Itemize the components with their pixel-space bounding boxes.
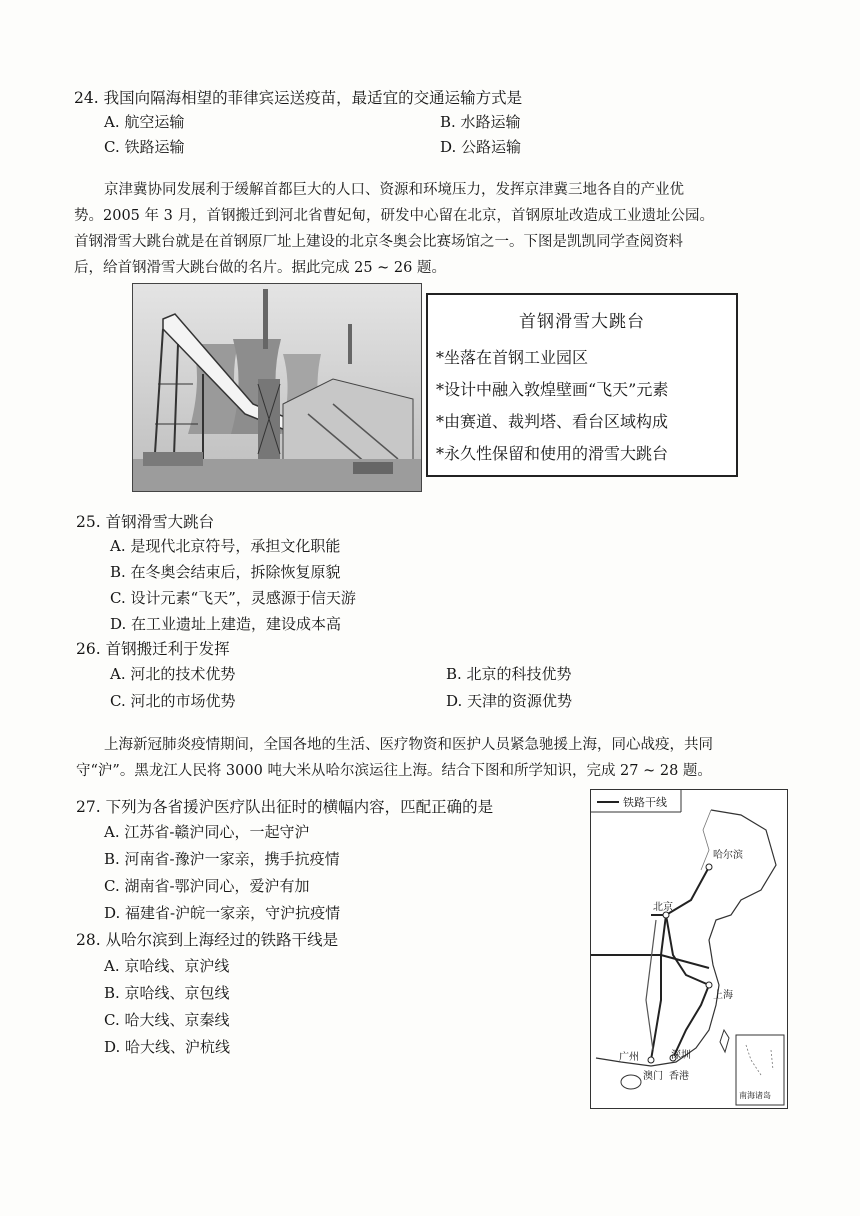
q27-stem: 27. 下列为各省援沪医疗队出征时的横幅内容，匹配正确的是 bbox=[76, 798, 494, 816]
q27-option-c: C. 湖南省-鄂沪同心，爱沪有加 bbox=[104, 877, 310, 895]
q26-option-d: D. 天津的资源优势 bbox=[446, 692, 573, 710]
map-city-shenzhen: 深圳 bbox=[671, 1050, 691, 1061]
q24-option-b: B. 水路运输 bbox=[440, 113, 521, 131]
q27-option-a: A. 江苏省-赣沪同心，一起守沪 bbox=[104, 823, 310, 841]
passage2-line-1: 上海新冠肺炎疫情期间，全国各地的生活、医疗物资和医护人员紧急驰援上海，同心战疫，共同 bbox=[104, 737, 713, 753]
card-item-2: *设计中融入敦煌壁画“飞天”元素 bbox=[436, 380, 669, 399]
q28-option-b: B. 京哈线、京包线 bbox=[104, 984, 230, 1002]
map-legend-railway: 铁路干线 bbox=[623, 796, 667, 809]
q28-option-c: C. 哈大线、京秦线 bbox=[104, 1011, 230, 1029]
map-city-beijing: 北京 bbox=[653, 902, 673, 913]
q27-option-d: D. 福建省-沪皖一家亲，守沪抗疫情 bbox=[104, 904, 341, 922]
card-item-3: *由赛道、裁判塔、看台区域构成 bbox=[436, 412, 669, 431]
ski-jump-photo bbox=[132, 283, 422, 492]
passage1-line-4: 后，给首钢滑雪大跳台做的名片。据此完成 25 ~ 26 题。 bbox=[74, 260, 446, 276]
q24-option-a: A. 航空运输 bbox=[104, 113, 185, 131]
q25-option-a: A. 是现代北京符号，承担文化职能 bbox=[110, 537, 341, 555]
map-city-shanghai: 上海 bbox=[713, 990, 733, 1001]
q27-option-b: B. 河南省-豫沪一家亲，携手抗疫情 bbox=[104, 850, 340, 868]
q26-option-b: B. 北京的科技优势 bbox=[446, 665, 572, 683]
q26-stem: 26. 首钢搬迁利于发挥 bbox=[76, 640, 230, 658]
map-city-harbin: 哈尔滨 bbox=[713, 850, 743, 861]
card-item-4: *永久性保留和使用的滑雪大跳台 bbox=[436, 444, 669, 463]
q28-option-d: D. 哈大线、沪杭线 bbox=[104, 1038, 231, 1056]
q25-option-b: B. 在冬奥会结束后，拆除恢复原貌 bbox=[110, 563, 341, 581]
q24-option-d: D. 公路运输 bbox=[440, 138, 522, 156]
card-title: 首钢滑雪大跳台 bbox=[519, 312, 645, 332]
passage1-line-2: 势。2005 年 3 月，首钢搬迁到河北省曹妃甸，研发中心留在北京，首钢原址改造成工业遗址公园。 bbox=[74, 208, 714, 224]
map-city-guangzhou: 广州 bbox=[619, 1052, 639, 1063]
q28-stem: 28. 从哈尔滨到上海经过的铁路干线是 bbox=[76, 931, 339, 949]
map-city-macau: 澳门 bbox=[643, 1071, 663, 1082]
q25-stem: 25. 首钢滑雪大跳台 bbox=[76, 513, 215, 531]
q24-stem: 24. 我国向隔海相望的菲律宾运送疫苗，最适宜的交通运输方式是 bbox=[74, 89, 523, 107]
map-city-hongkong: 香港 bbox=[669, 1071, 689, 1082]
q26-option-c: C. 河北的市场优势 bbox=[110, 692, 236, 710]
map-inset-label: 南海诸岛 bbox=[739, 1091, 771, 1100]
passage2-line-2: 守“沪”。黑龙江人民将 3000 吨大米从哈尔滨运往上海。结合下图和所学知识，完成 27 ~ 28 题。 bbox=[76, 763, 712, 779]
q28-option-a: A. 京哈线、京沪线 bbox=[104, 957, 230, 975]
q25-option-d: D. 在工业遗址上建造，建设成本高 bbox=[110, 615, 342, 633]
q25-option-c: C. 设计元素“飞天”，灵感源于信天游 bbox=[110, 589, 356, 607]
q24-option-c: C. 铁路运输 bbox=[104, 138, 185, 156]
passage1-line-3: 首钢滑雪大跳台就是在首钢原厂址上建设的北京冬奥会比赛场馆之一。下图是凯凯同学查阅资料 bbox=[74, 234, 683, 250]
passage1-line-1: 京津冀协同发展利于缓解首都巨大的人口、资源和环境压力，发挥京津冀三地各自的产业优 bbox=[104, 182, 684, 198]
q26-option-a: A. 河北的技术优势 bbox=[110, 665, 236, 683]
card-item-1: *坐落在首钢工业园区 bbox=[436, 348, 589, 367]
ski-jump-name-card bbox=[426, 293, 738, 477]
railway-map bbox=[590, 789, 788, 1109]
